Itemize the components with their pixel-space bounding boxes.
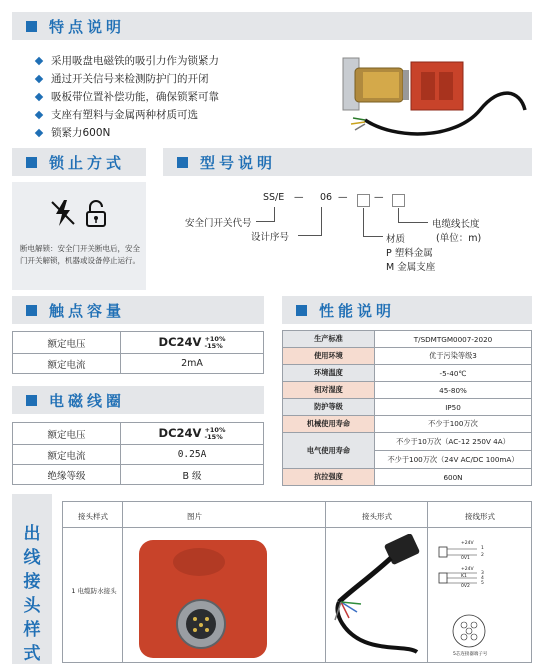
coil-header: [12, 386, 264, 414]
lock-title: 锁止方式: [49, 153, 126, 172]
features-header: [12, 12, 532, 40]
table-cell: 额定电压: [13, 332, 121, 354]
feature-item: 通过开关信号来检测防护门的开闭: [36, 70, 219, 88]
table-cell: 绝缘等级: [13, 465, 121, 485]
table-cell: DC24V +10% -15%: [121, 423, 264, 445]
features-title: 特点说明: [49, 17, 126, 36]
connector-line: [321, 207, 322, 235]
feature-item: 支座有塑料与金属两种材质可选: [36, 106, 219, 124]
label-cable-unit: (单位：m): [436, 233, 482, 244]
lock-header: [12, 148, 146, 176]
table-row: 生产标准 T/SDMTGM0007-2020: [283, 331, 532, 348]
model-code-num: 06: [320, 192, 333, 203]
feature-item: 锁紧力600N: [36, 124, 219, 142]
performance-table: [282, 330, 532, 486]
features-list: [36, 52, 219, 142]
connector-line: [398, 222, 428, 223]
contact-header: [12, 296, 264, 324]
label-cable-length: 电缆线长度: [432, 219, 480, 230]
table-row: 机械使用寿命 不少于100万次: [283, 416, 532, 433]
table-cell: 额定电流: [13, 445, 121, 465]
product-image: [305, 40, 530, 140]
performance-title: 性能说明: [319, 301, 396, 320]
model-dash: —: [338, 192, 348, 203]
table-cell: 2mA: [121, 354, 264, 374]
section-marker-icon: [26, 395, 37, 406]
section-marker-icon: [26, 21, 37, 32]
table-row: [13, 445, 264, 465]
table-row: 不少于100万次（24V AC/DC 100mA）: [283, 451, 532, 469]
model-code-prefix: SS/E: [263, 192, 285, 203]
table-cell: 额定电压: [13, 423, 121, 445]
header-connector-form: 接头形式: [362, 512, 392, 521]
diamond-bullet-icon: [35, 75, 43, 83]
table-cell: B 级: [121, 465, 264, 485]
cable-placeholder-box: [392, 194, 405, 207]
coil-table: [12, 422, 264, 485]
table-row: 环境温度 -5-40℃: [283, 365, 532, 382]
diamond-bullet-icon: [35, 57, 43, 65]
unlock-icon: [84, 200, 108, 228]
connector-line: [256, 221, 275, 222]
cable-connector-drawing: [329, 534, 425, 659]
table-row: [13, 465, 264, 485]
material-option-m: M 金属支座: [386, 262, 436, 273]
material-option-p: P 塑料金属: [386, 248, 433, 259]
table-cell: 0.25A: [121, 445, 264, 465]
table-row: [13, 354, 264, 374]
contact-table: [12, 331, 264, 374]
table-row: [13, 332, 264, 354]
wiring-diagram: +24V 1 0V1 2 +24V 3 K1 4 0V2 5 5芯连接器端子号: [429, 529, 532, 663]
connector-line: [363, 208, 364, 236]
row-connector-label: 1 电缆防水接头: [71, 587, 117, 595]
lock-box: [12, 182, 146, 290]
diamond-bullet-icon: [35, 111, 43, 119]
wiring-table: [62, 501, 532, 663]
header-wiring-form: 接线形式: [465, 512, 495, 521]
label-material: 材质: [386, 234, 406, 245]
connector-photo: [139, 540, 267, 658]
model-header: [163, 148, 532, 176]
connector-line: [298, 235, 322, 236]
contact-title: 触点容量: [49, 301, 126, 320]
table-row: 电气使用寿命 不少于10万次（AC-12 250V 4A）: [283, 433, 532, 451]
feature-item: 吸板带位置补偿功能，确保锁紧可靠: [36, 88, 219, 106]
table-cell: 额定电流: [13, 354, 121, 374]
performance-header: [282, 296, 532, 324]
table-row: 抗拉强度 600N: [283, 469, 532, 486]
model-dash: —: [374, 192, 384, 203]
table-row: 相对湿度 45-80%: [283, 382, 532, 399]
diamond-bullet-icon: [35, 129, 43, 137]
wiring-side-header: 出 线 接 头 样 式: [12, 494, 52, 664]
header-picture: 图片: [187, 512, 202, 521]
section-marker-icon: [26, 305, 37, 316]
connector-line: [398, 208, 399, 222]
power-off-icon: [50, 198, 76, 228]
label-design-number: 设计序号: [251, 232, 290, 243]
label-safety-code: 安全门开关代号: [185, 218, 252, 229]
diamond-bullet-icon: [35, 93, 43, 101]
table-row: 使用环境 优于污染等级3: [283, 348, 532, 365]
section-marker-icon: [26, 157, 37, 168]
header-connector-style: 接头样式: [78, 512, 108, 521]
feature-item: 采用吸盘电磁铁的吸引力作为锁紧力: [36, 52, 219, 70]
lock-description: 断电解锁：安全门开关断电后，安全门开关解锁，机器或设备停止运行。: [20, 244, 140, 265]
material-placeholder-box: [357, 194, 370, 207]
section-marker-icon: [296, 305, 307, 316]
coil-title: 电磁线圈: [49, 391, 126, 410]
section-marker-icon: [177, 157, 188, 168]
model-dash: —: [294, 192, 304, 203]
connector-line: [363, 236, 383, 237]
model-title: 型号说明: [200, 153, 277, 172]
connector-line: [274, 207, 275, 221]
table-row: [13, 423, 264, 445]
table-row: 防护等级 IP50: [283, 399, 532, 416]
table-cell: DC24V +10% -15%: [121, 332, 264, 354]
